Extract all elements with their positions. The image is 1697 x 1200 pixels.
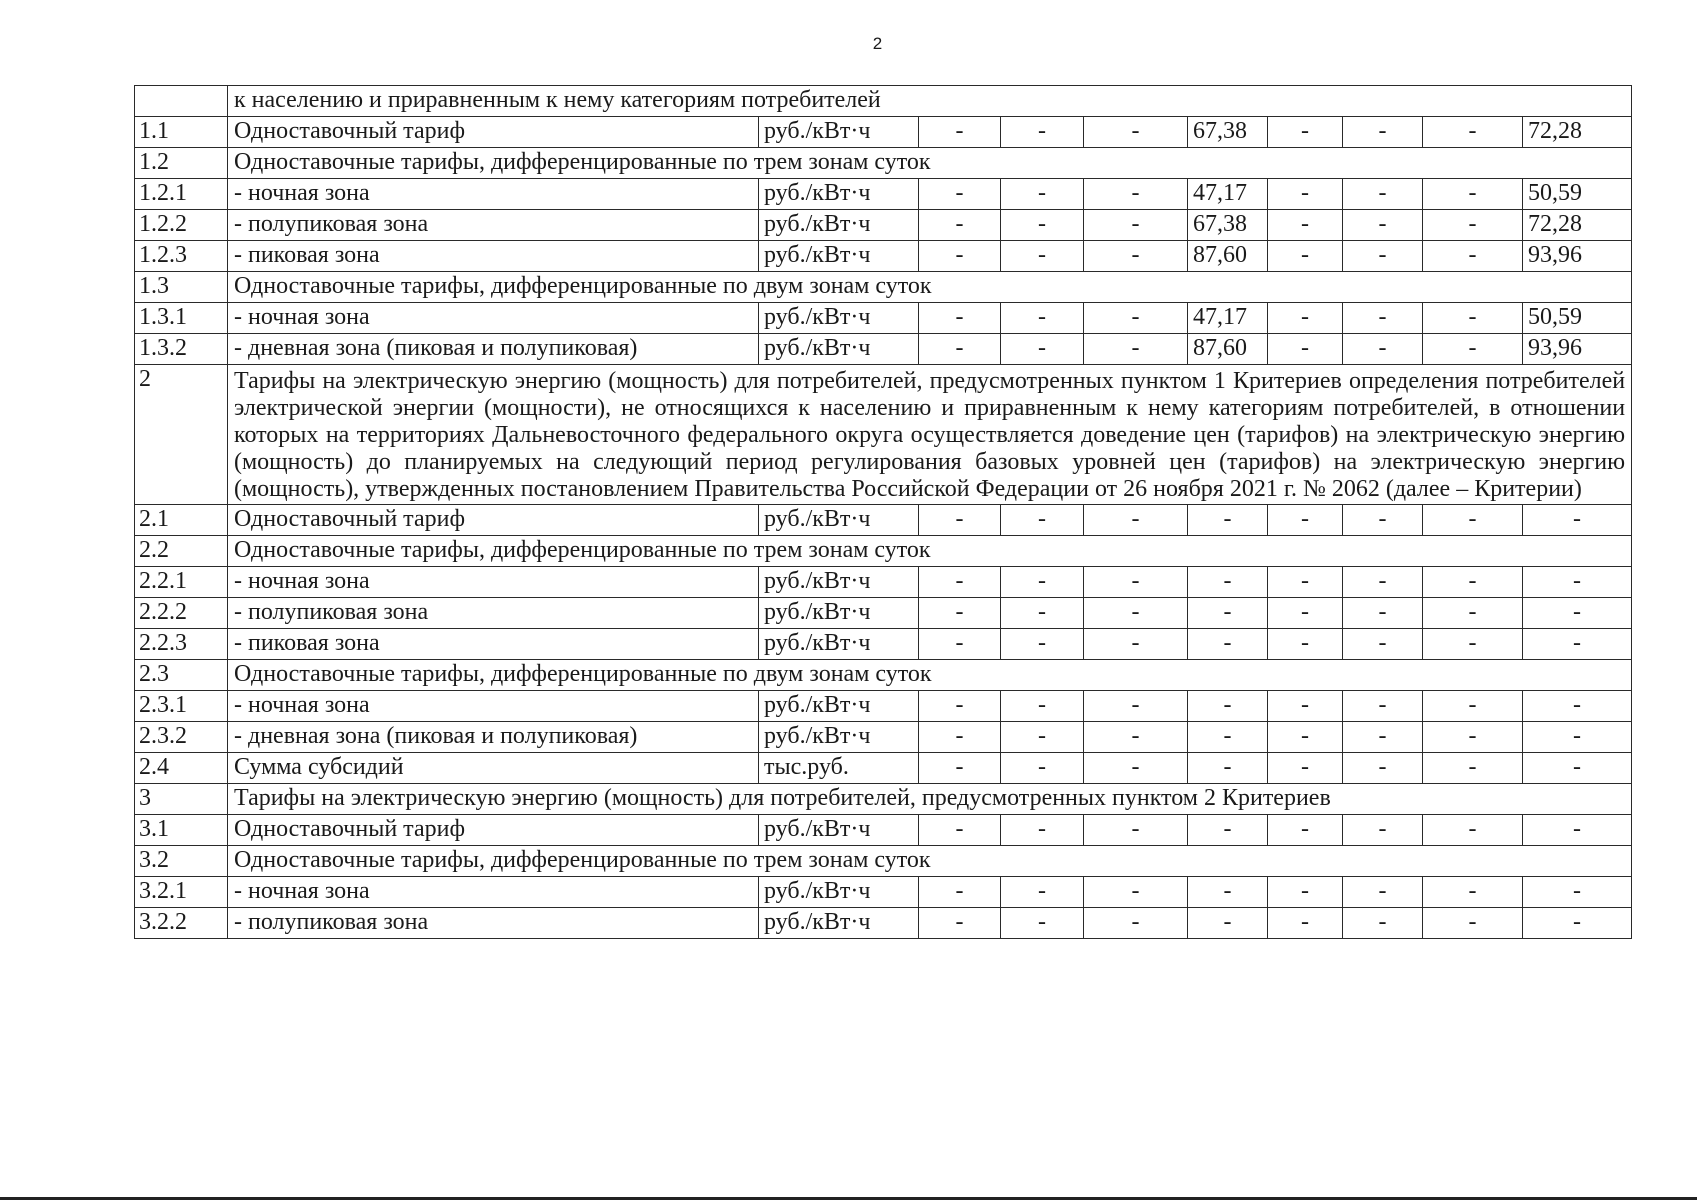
row-number: 3.1 <box>135 815 228 846</box>
section-row <box>135 660 1632 691</box>
value-cell: - <box>1268 598 1343 629</box>
row-number: 1.2.2 <box>135 210 228 241</box>
value-cell: - <box>1001 179 1084 210</box>
value-cell: - <box>919 505 1001 536</box>
table-row <box>135 815 1632 846</box>
row-number: 1.3 <box>135 272 228 303</box>
unit-cell: руб./кВт·ч <box>759 117 919 148</box>
value-cell: - <box>919 753 1001 784</box>
row-number: 2.2.2 <box>135 598 228 629</box>
row-label: - ночная зона <box>228 691 759 722</box>
section-title: Одноставочные тарифы, дифференцированные по трем зонам суток <box>228 846 1632 877</box>
value-cell: - <box>1268 877 1343 908</box>
value-cell: - <box>919 179 1001 210</box>
row-label: - дневная зона (пиковая и полупиковая) <box>228 722 759 753</box>
value-cell: - <box>1001 753 1084 784</box>
unit-cell: руб./кВт·ч <box>759 179 919 210</box>
value-cell: - <box>1423 210 1523 241</box>
row-label: - пиковая зона <box>228 629 759 660</box>
table-row <box>135 241 1632 272</box>
section-row <box>135 846 1632 877</box>
value-cell: - <box>1188 722 1268 753</box>
value-cell: - <box>1423 241 1523 272</box>
value-cell: - <box>1343 117 1423 148</box>
value-cell: - <box>1188 567 1268 598</box>
row-label: - полупиковая зона <box>228 908 759 939</box>
value-cell: - <box>1523 598 1632 629</box>
row-number: 1.2.3 <box>135 241 228 272</box>
value-cell: - <box>1084 334 1188 365</box>
unit-cell: руб./кВт·ч <box>759 303 919 334</box>
value-cell: - <box>1268 753 1343 784</box>
row-number: 3.2.1 <box>135 877 228 908</box>
row-number: 2.3.2 <box>135 722 228 753</box>
section-row <box>135 784 1632 815</box>
value-cell: 67,38 <box>1188 117 1268 148</box>
row-label: - полупиковая зона <box>228 210 759 241</box>
value-cell: - <box>1343 753 1423 784</box>
row-number: 2.2.3 <box>135 629 228 660</box>
tariff-table-body <box>135 86 1632 939</box>
value-cell: - <box>919 815 1001 846</box>
value-cell: - <box>1268 691 1343 722</box>
row-label: - полупиковая зона <box>228 598 759 629</box>
value-cell: - <box>1343 722 1423 753</box>
row-number: 2.2 <box>135 536 228 567</box>
value-cell: - <box>1084 505 1188 536</box>
row-number: 1.3.1 <box>135 303 228 334</box>
value-cell: - <box>1001 815 1084 846</box>
value-cell: - <box>1343 567 1423 598</box>
section-title: Одноставочные тарифы, дифференцированные по двум зонам суток <box>228 660 1632 691</box>
unit-cell: руб./кВт·ч <box>759 877 919 908</box>
row-number: 2.3.1 <box>135 691 228 722</box>
table-row <box>135 117 1632 148</box>
value-cell: - <box>1423 598 1523 629</box>
value-cell: 93,96 <box>1523 241 1632 272</box>
row-number: 1.3.2 <box>135 334 228 365</box>
unit-cell: руб./кВт·ч <box>759 567 919 598</box>
value-cell: - <box>919 303 1001 334</box>
value-cell: - <box>1423 505 1523 536</box>
value-cell: - <box>1268 722 1343 753</box>
value-cell: - <box>1268 117 1343 148</box>
value-cell: 72,28 <box>1523 210 1632 241</box>
unit-cell: руб./кВт·ч <box>759 815 919 846</box>
value-cell: - <box>1423 877 1523 908</box>
value-cell: - <box>1268 334 1343 365</box>
value-cell: - <box>1343 505 1423 536</box>
section-title: Одноставочные тарифы, дифференцированные по двум зонам суток <box>228 272 1632 303</box>
value-cell: - <box>1268 210 1343 241</box>
value-cell: 87,60 <box>1188 241 1268 272</box>
value-cell: - <box>1001 908 1084 939</box>
value-cell: - <box>919 567 1001 598</box>
row-number: 1.2.1 <box>135 179 228 210</box>
value-cell: - <box>1188 505 1268 536</box>
value-cell: - <box>1343 210 1423 241</box>
value-cell: - <box>1523 567 1632 598</box>
table-row <box>135 722 1632 753</box>
value-cell: - <box>1188 877 1268 908</box>
value-cell: - <box>1268 241 1343 272</box>
value-cell: - <box>1343 629 1423 660</box>
row-label: - пиковая зона <box>228 241 759 272</box>
value-cell: - <box>1084 567 1188 598</box>
value-cell: - <box>1001 629 1084 660</box>
unit-cell: руб./кВт·ч <box>759 241 919 272</box>
value-cell: - <box>1423 722 1523 753</box>
row-number: 1.2 <box>135 148 228 179</box>
value-cell: - <box>1343 303 1423 334</box>
value-cell: - <box>1188 691 1268 722</box>
value-cell: - <box>1001 722 1084 753</box>
unit-cell: руб./кВт·ч <box>759 598 919 629</box>
value-cell: - <box>919 210 1001 241</box>
section-row <box>135 148 1632 179</box>
value-cell: - <box>1188 815 1268 846</box>
value-cell: - <box>1343 908 1423 939</box>
value-cell: - <box>1084 179 1188 210</box>
value-cell: - <box>1001 598 1084 629</box>
value-cell: - <box>1423 567 1523 598</box>
table-row <box>135 877 1632 908</box>
value-cell: - <box>919 629 1001 660</box>
value-cell: - <box>1343 179 1423 210</box>
value-cell: 87,60 <box>1188 334 1268 365</box>
row-number: 3 <box>135 784 228 815</box>
table-row <box>135 629 1632 660</box>
table-row <box>135 598 1632 629</box>
row-number: 2.1 <box>135 505 228 536</box>
value-cell: 47,17 <box>1188 179 1268 210</box>
value-cell: - <box>1084 303 1188 334</box>
value-cell: - <box>1523 877 1632 908</box>
table-row <box>135 691 1632 722</box>
section-title: Одноставочные тарифы, дифференцированные по трем зонам суток <box>228 148 1632 179</box>
table-row <box>135 303 1632 334</box>
value-cell: - <box>1084 722 1188 753</box>
value-cell: - <box>919 877 1001 908</box>
table-row <box>135 179 1632 210</box>
value-cell: - <box>1084 629 1188 660</box>
value-cell: - <box>1268 629 1343 660</box>
value-cell: - <box>1343 598 1423 629</box>
table-row <box>135 334 1632 365</box>
row-label: - ночная зона <box>228 179 759 210</box>
value-cell: - <box>1343 334 1423 365</box>
value-cell: - <box>1001 877 1084 908</box>
table-row <box>135 753 1632 784</box>
value-cell: 72,28 <box>1523 117 1632 148</box>
unit-cell: тыс.руб. <box>759 753 919 784</box>
unit-cell: руб./кВт·ч <box>759 722 919 753</box>
value-cell: - <box>1001 567 1084 598</box>
value-cell: - <box>1084 753 1188 784</box>
value-cell: - <box>919 117 1001 148</box>
value-cell: - <box>1084 877 1188 908</box>
value-cell: - <box>1423 303 1523 334</box>
value-cell: - <box>1423 753 1523 784</box>
section-title: к населению и приравненным к нему категориям потребителей <box>228 86 1632 117</box>
value-cell: - <box>1423 334 1523 365</box>
table-row <box>135 908 1632 939</box>
value-cell: - <box>1523 691 1632 722</box>
section-title: Тарифы на электрическую энергию (мощность) для потребителей, предусмотренных пунктом 2 Критериев <box>228 784 1632 815</box>
page-number: 2 <box>872 34 883 53</box>
value-cell: - <box>1188 629 1268 660</box>
section-title: Тарифы на электрическую энергию (мощность) для потребителей, предусмотренных пунктом 1 Критериев определения потребителей электрической энергии (мощности), не относящихся к населению и приравненным к нему категориям потребителей, в отношении которых на территориях Дальневосточного федерального округа осуществляется доведение цен (тарифов) на электрическую энергию (мощность) до планируемых на следующий период регулирования базовых уровней цен (тарифов) на электрическую энергию (мощность), утвержденных постановлением Правительства Российской Федерации от 26 ноября 2021 г. № 2062 (далее – Критерии) <box>228 365 1632 505</box>
section-row <box>135 86 1632 117</box>
value-cell: - <box>1001 303 1084 334</box>
row-number: 2.2.1 <box>135 567 228 598</box>
row-label: - ночная зона <box>228 567 759 598</box>
value-cell: - <box>1001 691 1084 722</box>
value-cell: - <box>1423 815 1523 846</box>
row-number: 1.1 <box>135 117 228 148</box>
value-cell: - <box>1268 179 1343 210</box>
value-cell: - <box>1268 908 1343 939</box>
value-cell: - <box>1268 303 1343 334</box>
row-number: 2.3 <box>135 660 228 691</box>
value-cell: - <box>1188 598 1268 629</box>
value-cell: 47,17 <box>1188 303 1268 334</box>
row-number: 2 <box>135 365 228 505</box>
section-row <box>135 272 1632 303</box>
value-cell: - <box>1001 334 1084 365</box>
value-cell: - <box>1523 722 1632 753</box>
table-row <box>135 567 1632 598</box>
row-number: 3.2.2 <box>135 908 228 939</box>
table-row <box>135 505 1632 536</box>
section-row <box>135 365 1632 505</box>
value-cell: - <box>1343 877 1423 908</box>
row-number: 3.2 <box>135 846 228 877</box>
section-row <box>135 536 1632 567</box>
unit-cell: руб./кВт·ч <box>759 908 919 939</box>
value-cell: - <box>1423 117 1523 148</box>
row-label: - дневная зона (пиковая и полупиковая) <box>228 334 759 365</box>
value-cell: - <box>1523 753 1632 784</box>
unit-cell: руб./кВт·ч <box>759 334 919 365</box>
value-cell: - <box>1343 691 1423 722</box>
value-cell: - <box>1188 908 1268 939</box>
value-cell: - <box>1084 691 1188 722</box>
row-number: 2.4 <box>135 753 228 784</box>
value-cell: - <box>1423 629 1523 660</box>
tariff-table <box>134 85 1632 939</box>
value-cell: - <box>919 334 1001 365</box>
value-cell: - <box>1084 117 1188 148</box>
row-label: Одноставочный тариф <box>228 505 759 536</box>
value-cell: - <box>1188 753 1268 784</box>
value-cell: - <box>919 598 1001 629</box>
value-cell: - <box>1523 629 1632 660</box>
section-title: Одноставочные тарифы, дифференцированные по трем зонам суток <box>228 536 1632 567</box>
value-cell: - <box>1084 908 1188 939</box>
row-label: Одноставочный тариф <box>228 815 759 846</box>
row-label: - ночная зона <box>228 877 759 908</box>
value-cell: - <box>1523 505 1632 536</box>
value-cell: - <box>1343 241 1423 272</box>
row-number <box>135 86 228 117</box>
value-cell: 50,59 <box>1523 303 1632 334</box>
value-cell: - <box>1084 241 1188 272</box>
value-cell: - <box>919 722 1001 753</box>
value-cell: - <box>1423 691 1523 722</box>
value-cell: - <box>919 908 1001 939</box>
value-cell: - <box>1423 908 1523 939</box>
row-label: Одноставочный тариф <box>228 117 759 148</box>
unit-cell: руб./кВт·ч <box>759 691 919 722</box>
value-cell: 67,38 <box>1188 210 1268 241</box>
value-cell: - <box>1523 815 1632 846</box>
value-cell: - <box>1001 117 1084 148</box>
value-cell: 93,96 <box>1523 334 1632 365</box>
value-cell: - <box>919 241 1001 272</box>
unit-cell: руб./кВт·ч <box>759 629 919 660</box>
value-cell: - <box>1268 815 1343 846</box>
table-row <box>135 210 1632 241</box>
value-cell: - <box>1084 210 1188 241</box>
unit-cell: руб./кВт·ч <box>759 505 919 536</box>
value-cell: 50,59 <box>1523 179 1632 210</box>
value-cell: - <box>1001 210 1084 241</box>
value-cell: - <box>919 691 1001 722</box>
value-cell: - <box>1523 908 1632 939</box>
value-cell: - <box>1001 505 1084 536</box>
value-cell: - <box>1268 567 1343 598</box>
unit-cell: руб./кВт·ч <box>759 210 919 241</box>
row-label: Сумма субсидий <box>228 753 759 784</box>
value-cell: - <box>1268 505 1343 536</box>
value-cell: - <box>1001 241 1084 272</box>
value-cell: - <box>1343 815 1423 846</box>
value-cell: - <box>1084 598 1188 629</box>
row-label: - ночная зона <box>228 303 759 334</box>
value-cell: - <box>1423 179 1523 210</box>
value-cell: - <box>1084 815 1188 846</box>
